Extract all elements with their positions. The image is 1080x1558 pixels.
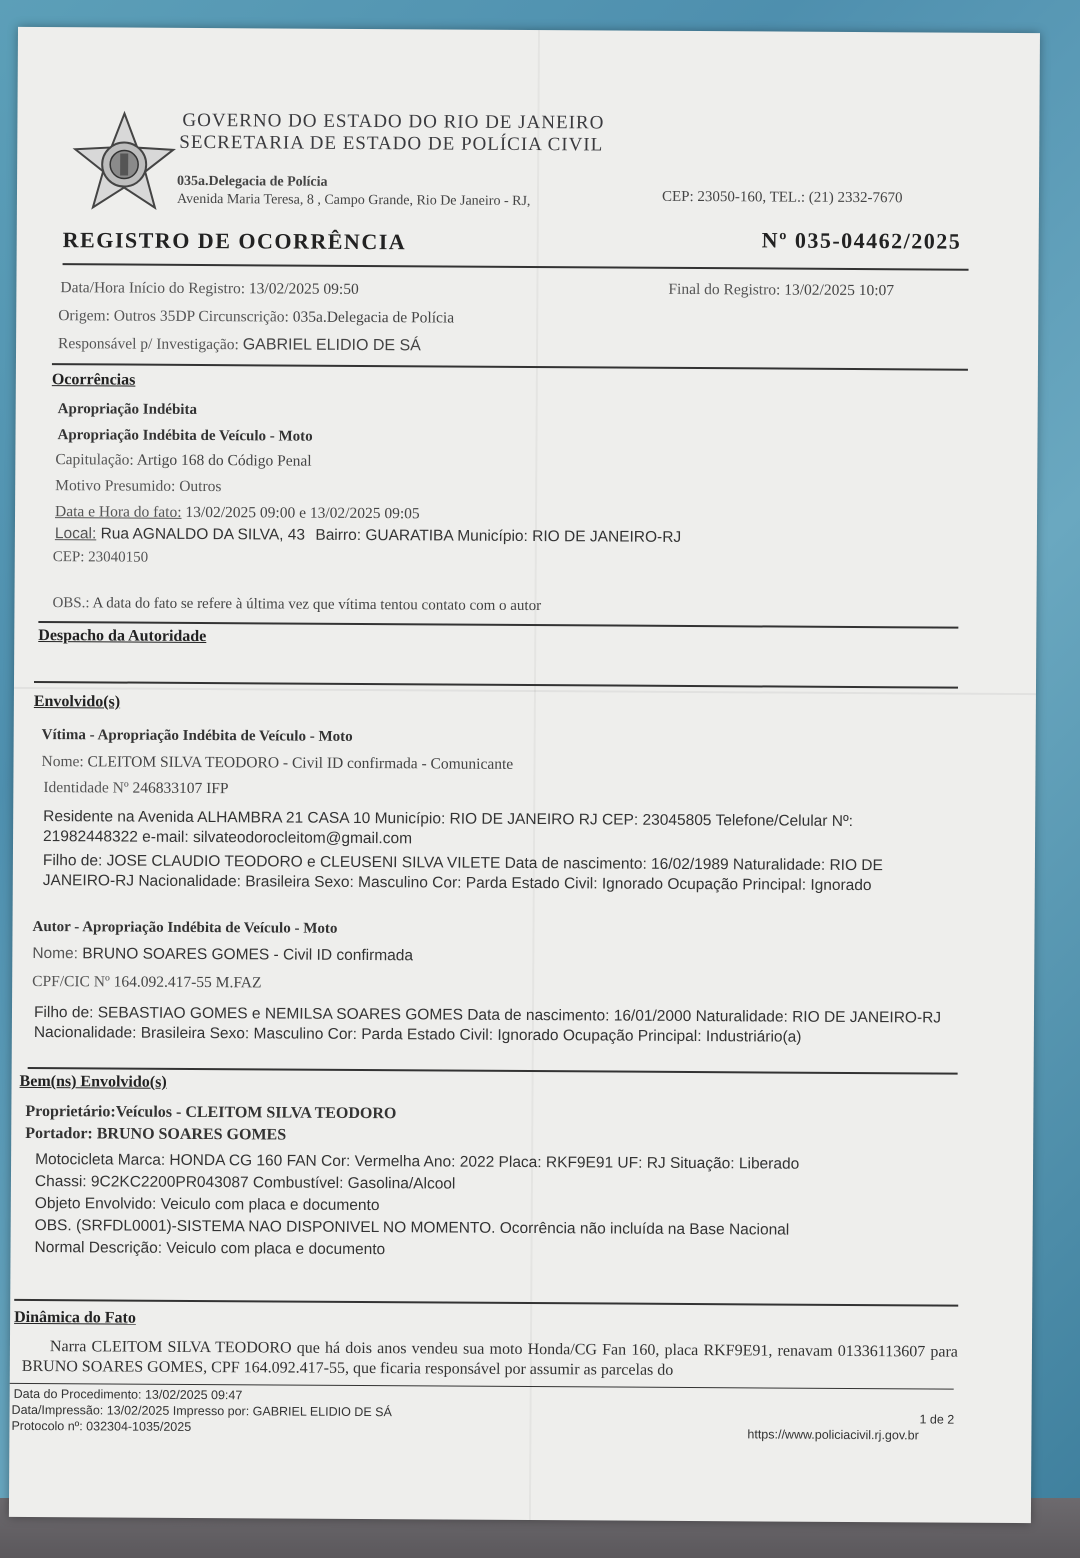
vitima-residencia: Residente na Avenida ALHAMBRA 21 CASA 10 Município: RIO DE JANEIRO RJ CEP: 23045805 Telefone/Celular Nº: 21982448322 e-mail: silvateodorocleitom@gmail.com	[43, 808, 854, 848]
autor-filiacao: Filho de: SEBASTIAO GOMES e NEMILSA SOARES GOMES Data de nascimento: 16/01/2000 Naturalidade: RIO DE JANEIRO-RJ Nacionalidade: Brasileira Sexo: Masculino Cor: Parda Estado Civil: Ignorado Ocupação Principal: Industriário(a)	[33, 1003, 942, 1046]
bens-objeto: Objeto Envolvido: Veiculo com placa e documento	[34, 1195, 380, 1215]
ocorrencia-obs	[52, 595, 541, 615]
vitima-nome	[41, 753, 513, 774]
bens-obs: OBS. (SRFDL0001)-SISTEMA NAO DISPONIVEL NO MOMENTO. Ocorrência não incluída na Base Nacional	[34, 1217, 790, 1239]
obs-value: A data do fato se refere à última vez que vítima tentou contato com o autor	[92, 595, 542, 615]
footer-procedimento: Data do Procedimento: 13/02/2025 09:47	[13, 1386, 243, 1403]
footer-page: 1 de 2	[919, 1412, 955, 1427]
ocorrencia-tipo-1: Apropriação Indébita	[57, 401, 198, 418]
capitulacao-label: Capitulação:	[55, 451, 134, 469]
ocorrencia-tipo-2: Apropriação Indébita de Veículo - Moto	[57, 427, 313, 445]
origem-value: Outros 35DP	[113, 307, 195, 325]
cep-value: 23040150	[88, 549, 149, 566]
bens-moto: Motocicleta Marca: HONDA CG 160 FAN Cor: Vermelha Ano: 2022 Placa: RKF9E91 UF: RJ Situação: Liberado	[35, 1151, 800, 1173]
motivo-label: Motivo Presumido:	[55, 477, 176, 495]
vitima-role: Vítima - Apropriação Indébita de Veículo - Moto	[41, 727, 353, 745]
vitima-identidade	[43, 779, 228, 798]
datafato-value: 13/02/2025 09:00 e 13/02/2025 09:05	[185, 503, 420, 523]
cep-label: CEP:	[52, 549, 85, 566]
registro-responsavel	[58, 335, 421, 355]
document-title: REGISTRO DE OCORRÊNCIA	[62, 227, 407, 255]
divider	[52, 363, 968, 371]
bairro-value: GUARATIBA	[365, 527, 453, 545]
bens-chassi: Chassi: 9C2KC2200PR043087 Combustível: Gasolina/Alcool	[34, 1173, 456, 1193]
final-value: 13/02/2025 10:07	[784, 281, 895, 300]
data-fato	[55, 503, 420, 523]
divider	[63, 263, 969, 271]
autor-nome-label: Nome:	[32, 944, 79, 963]
local-label: Local:	[54, 525, 97, 543]
municipio-label: Município:	[457, 527, 528, 546]
final-label: Final do Registro:	[668, 280, 781, 299]
circ-label: Circunscrição:	[198, 307, 289, 326]
bairro-label: Bairro:	[315, 526, 362, 544]
municipio-value: RIO DE JANEIRO-RJ	[532, 528, 682, 546]
capitulacao-value: Artigo 168 do Código Penal	[136, 451, 312, 470]
gov-line-2: SECRETARIA DE ESTADO DE POLÍCIA CIVIL	[179, 131, 604, 156]
identidade-value: 246833107 IFP	[132, 779, 229, 798]
autor-cpf	[32, 973, 261, 992]
cep-tel: CEP: 23050-160, TEL.: (21) 2332-7670	[661, 188, 903, 207]
datafato-label: Data e Hora do fato:	[54, 503, 182, 521]
divider	[28, 1067, 958, 1075]
police-star-emblem-icon	[69, 109, 180, 220]
delegacia-address: Avenida Maria Teresa, 8 , Campo Grande, Rio De Janeiro - RJ,	[176, 191, 531, 210]
local-value: Rua AGNALDO DA SILVA, 43	[100, 525, 306, 544]
dinamica-text: Narra CLEITOM SILVA TEODORO que há dois anos vendeu sua moto Honda/CG Fan 160, placa RKF9E91, renavam 01336113607 para BRUNO SOARES GOMES, CPF 164.092.417-55, que ficaria responsável por assumir as parcelas do	[21, 1338, 958, 1379]
footer-url[interactable]: https://www.policiacivil.rj.gov.br	[747, 1427, 919, 1443]
cep	[53, 549, 149, 567]
inicio-value: 13/02/2025 09:50	[248, 280, 359, 298]
circ-value: 035a.Delegacia de Polícia	[292, 308, 455, 327]
gov-line-1: GOVERNO DO ESTADO DO RIO DE JANEIRO	[182, 109, 605, 134]
footer-protocolo: Protocolo nº: 032304-1035/2025	[11, 1418, 192, 1434]
envolvidos-heading: Envolvido(s)	[33, 692, 121, 711]
local	[55, 525, 681, 547]
bens-proprietario: Proprietário:Veículos - CLEITOM SILVA TEODORO	[25, 1102, 397, 1123]
cpf-label: CPF/CIC Nº	[32, 972, 110, 991]
bens-normal: Normal Descrição: Veiculo com placa e documento	[34, 1239, 386, 1259]
document-number: Nº 035-04462/2025	[761, 227, 962, 254]
cpf-value: 164.092.417-55 M.FAZ	[113, 973, 262, 992]
bens-portador: Portador: BRUNO SOARES GOMES	[25, 1124, 287, 1144]
obs-label: OBS.:	[52, 595, 90, 612]
dinamica-heading: Dinâmica do Fato	[14, 1308, 136, 1327]
vitima-nome-value: CLEITOM SILVA TEODORO - Civil ID confirmada - Comunicante	[87, 753, 514, 773]
despacho-heading: Despacho da Autoridade	[38, 627, 207, 646]
registro-final	[668, 281, 894, 300]
vitima-nome-label: Nome:	[41, 753, 84, 771]
document-page	[9, 27, 1040, 1523]
autor-nome	[32, 945, 413, 965]
resp-label: Responsável p/ Investigação:	[58, 335, 239, 354]
footer-impressao: Data/Impressão: 13/02/2025 Impresso por: GABRIEL ELIDIO DE SÁ	[11, 1402, 392, 1420]
inicio-label: Data/Hora Início do Registro:	[60, 279, 246, 298]
autor-role: Autor - Apropriação Indébita de Veículo - Moto	[32, 918, 338, 937]
resp-value: GABRIEL ELIDIO DE SÁ	[242, 336, 421, 355]
delegacia-name: 035a.Delegacia de Polícia	[177, 173, 328, 190]
vitima-filiacao: Filho de: JOSE CLAUDIO TEODORO e CLEUSENI SILVA VILETE Data de nascimento: 16/02/1989 Naturalidade: RIO DE JANEIRO-RJ Nacionalidade: Brasileira Sexo: Masculino Cor: Parda Estado Civil: Ignorado Ocupação Principal: Ignorado	[42, 852, 883, 895]
motivo-value: Outros	[179, 477, 222, 496]
divider	[14, 1299, 958, 1307]
autor-nome-value: BRUNO SOARES GOMES - Civil ID confirmada	[82, 945, 414, 965]
capitulacao	[55, 451, 311, 471]
registro-inicio	[60, 279, 358, 299]
paper-fold-vertical	[529, 30, 540, 1520]
origem-label: Origem:	[58, 307, 110, 325]
motivo	[55, 477, 221, 496]
identidade-label: Identidade Nº	[43, 779, 129, 797]
ocorrencias-heading: Ocorrências	[51, 371, 136, 389]
registro-origem	[58, 307, 454, 327]
bens-heading: Bem(ns) Envolvido(s)	[19, 1072, 167, 1091]
